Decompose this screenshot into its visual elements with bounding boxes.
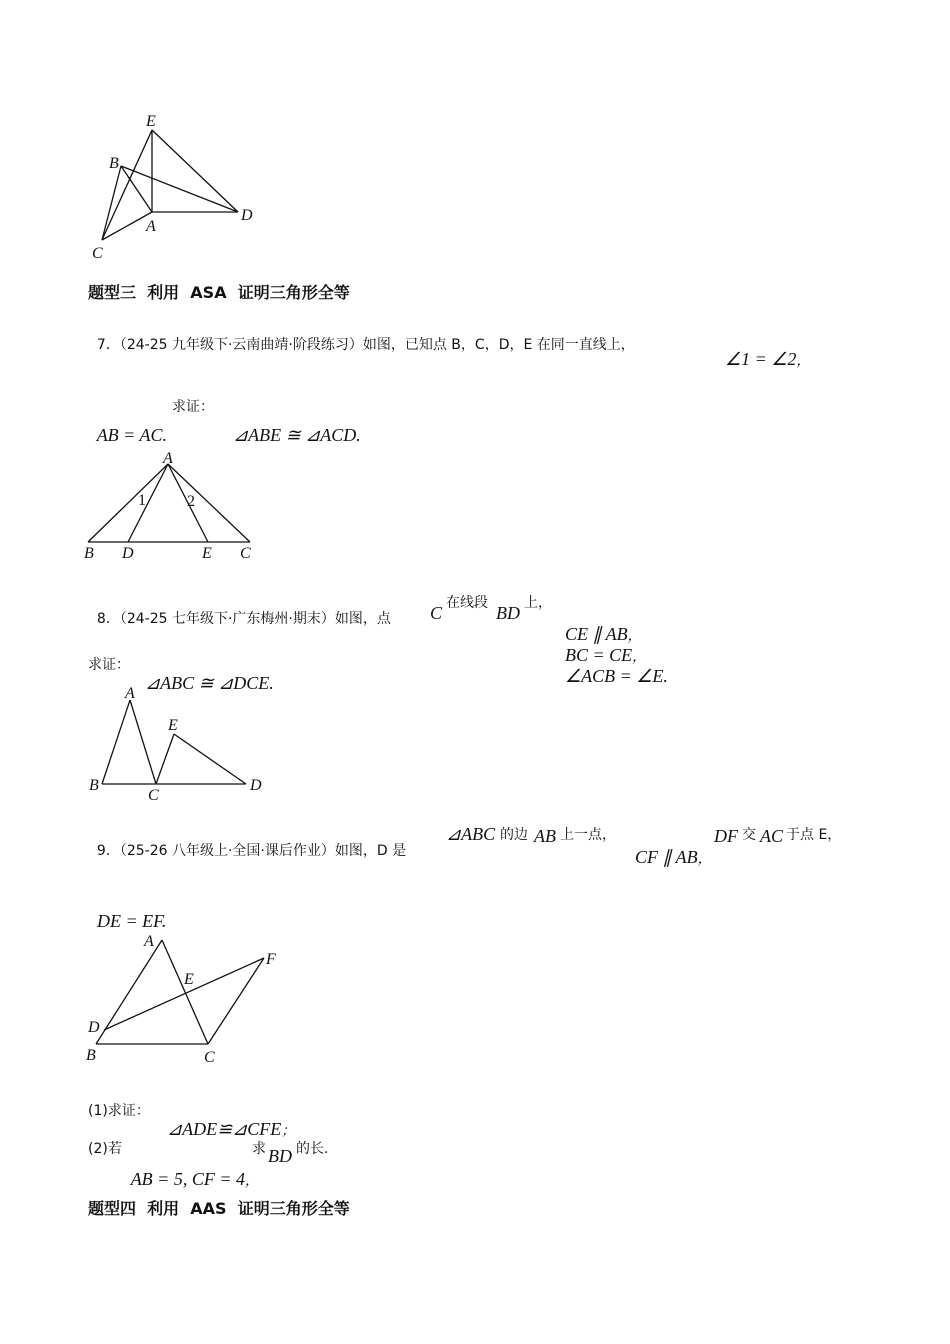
figure-q7 [80,448,280,566]
label-A: A [146,218,156,235]
q8-number: 8． [96,611,120,627]
q9-part1: ⊿ADE≌⊿CFE； [167,1119,296,1139]
q9-number: 9． [96,843,120,859]
q9-t5: 于点 E， [786,827,842,843]
label-E: E [168,717,178,734]
label-B: B [86,1047,96,1064]
q7-number: 7． [96,337,120,353]
q8-point-C: C [430,603,443,623]
label-D: D [250,777,262,794]
q7-text: （24-25 九年级下·云南曲靖·阶段练习）如图，已知点 B，C，D，E 在同一直线上， [119,337,635,353]
figure-q9 [80,928,290,1070]
q9-cond2: DE = EF. [97,911,167,931]
label-A: A [163,450,173,467]
q7-prove: ⊿ABE ≅ ⊿ACD. [233,425,361,445]
label-C: C [148,787,159,804]
q8-mid: 在线段 [446,595,488,611]
q9-DF: DF [714,826,738,846]
label-D: D [88,1019,100,1036]
label-angle-1: 1 [138,492,146,509]
q9-t2: 的边 [500,827,528,843]
q9-part2-label: (2)若 [88,1141,122,1157]
q9-t3: 上一点， [560,827,616,843]
q9-part1-label: (1)求证： [88,1103,150,1119]
q9-part2-BD: BD [268,1146,292,1166]
q7-line1 [88,318,635,354]
q9-triangle: ⊿ABC [446,824,496,844]
q7-cond1: ∠1 = ∠2， [725,349,811,369]
label-E: E [146,113,156,130]
label-angle-2: 2 [187,493,195,510]
label-E: E [202,545,212,562]
figure-q8 [80,680,280,802]
q9-AC: AC [760,826,784,846]
q8-on: 上， [524,595,552,611]
q9-AB: AB [534,826,556,846]
q9-t4: 交 [742,827,756,843]
label-E: E [184,971,194,988]
label-D: D [122,545,134,562]
q9-part2-ask: 求 [252,1141,266,1157]
figure-q6 [80,110,280,270]
q8-line1 [88,592,391,628]
q7-cond2: AB = AC [96,425,163,445]
label-B: B [109,155,119,172]
label-B: B [84,545,94,562]
q8-prove-label: 求证： [88,657,130,673]
q8-segment-BD: BD [496,603,520,623]
q8-prove: ⊿ABC ≅ ⊿DCE. [145,673,274,693]
label-A: A [125,685,135,702]
q8-text: （24-25 七年级下·广东梅州·期末）如图，点 [119,611,391,627]
label-C: C [204,1049,215,1066]
q7-prove-label: 求证： [172,399,214,415]
label-D: D [241,207,253,224]
label-C: C [92,245,103,262]
label-B: B [89,777,99,794]
section-heading-aas: 题型四 利用 AAS 证明三角形全等 [88,1199,350,1218]
q8-conds: CE ∥ AB， BC = CE， ∠ACB = ∠E. [565,624,668,686]
label-C: C [240,545,251,562]
label-F: F [266,951,276,968]
q7-line2: AB = AC. [96,425,167,445]
label-A: A [144,933,154,950]
q9-part2-end: 的长. [296,1141,329,1157]
q9-text: （25-26 八年级上·全国·课后作业）如图，D 是 [119,843,407,859]
section-heading-asa: 题型三 利用 ASA 证明三角形全等 [88,283,350,302]
q9-cond1: CF ∥ AB， [635,847,712,867]
q9-line1 [88,824,406,860]
q9-part2-cond: AB = 5, CF = 4， [130,1169,259,1189]
